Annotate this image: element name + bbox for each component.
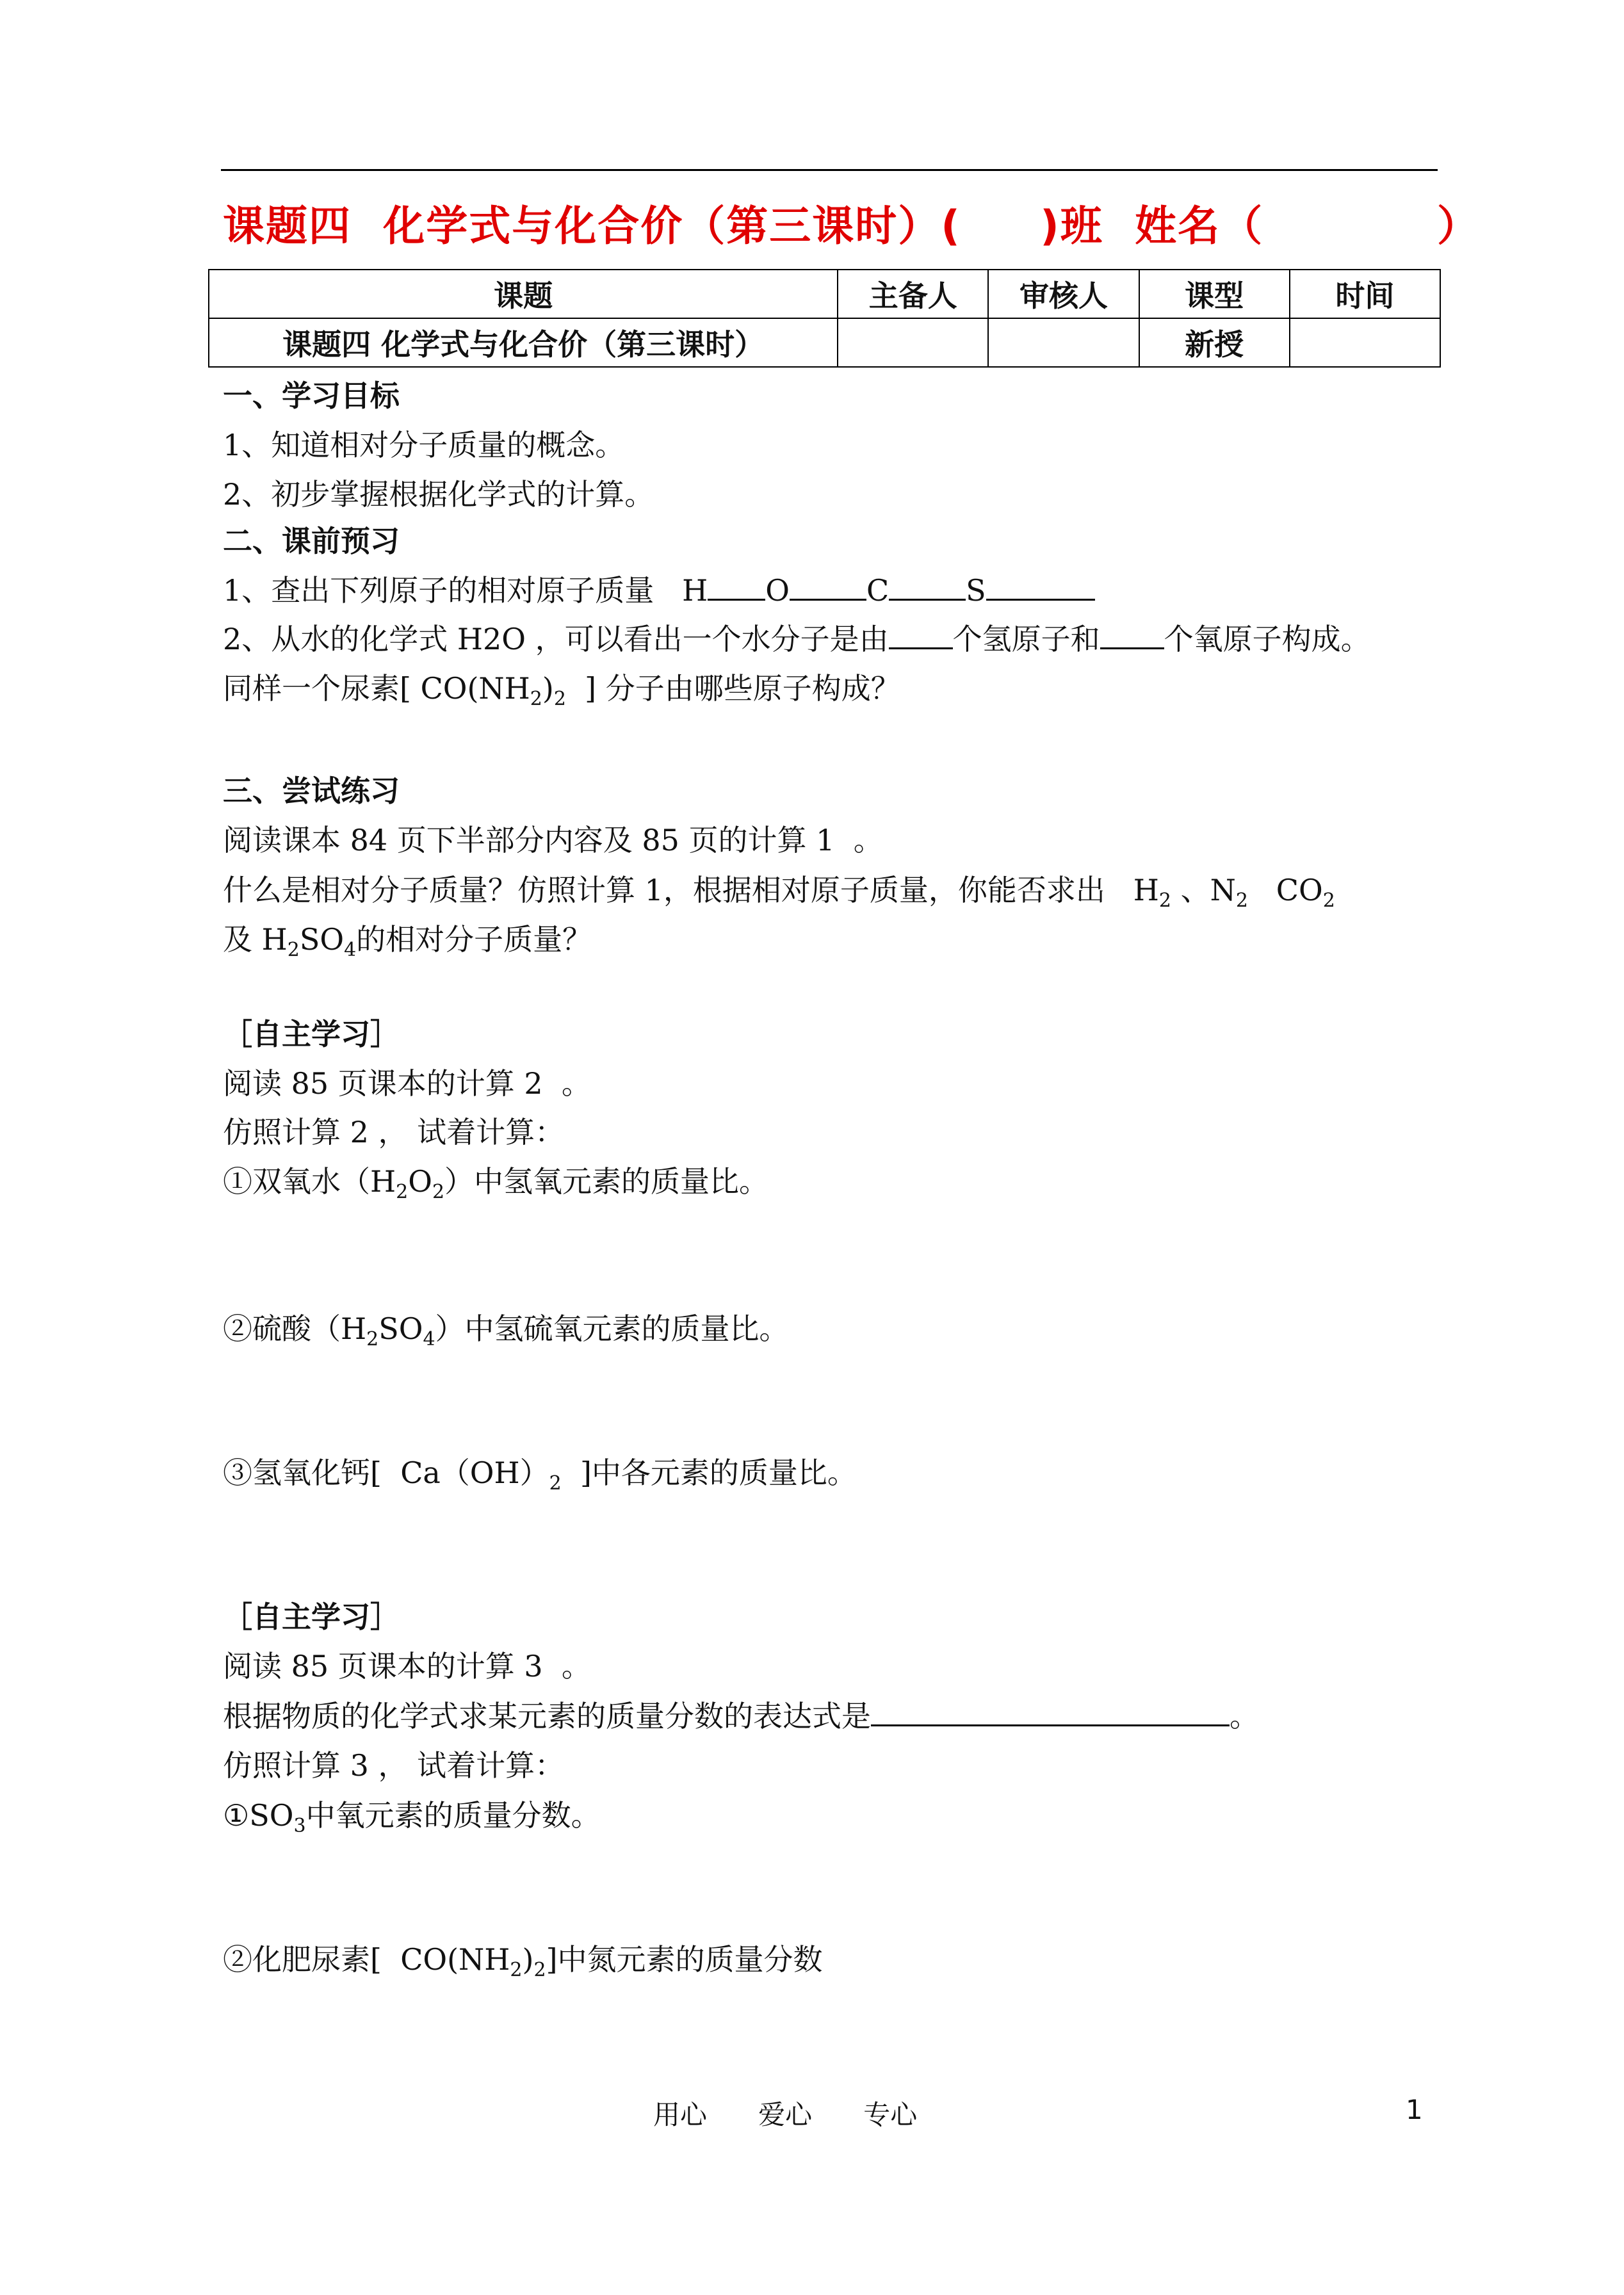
expr-text: 根据物质的化学式求某元素的质量分数的表达式是: [223, 1699, 871, 1733]
subscript: 2: [287, 939, 300, 962]
ex-text: 中氧元素的质量分数。: [305, 1798, 601, 1833]
section3-heading: 三、尝试练习: [223, 774, 400, 808]
q2-text-c: 个氧原子构成。: [1164, 622, 1370, 656]
mass-fraction-expression: [223, 1697, 1259, 1735]
ex-text: ）中氢硫氧元素的质量比。: [435, 1311, 789, 1346]
info-table: [208, 269, 1441, 368]
subscript: 2: [549, 1472, 562, 1495]
exercise-caoh2: [223, 1454, 857, 1503]
subscript: 4: [344, 939, 357, 962]
info-cell-preparer: [838, 318, 988, 367]
ex-text: ③氢氧化钙[ Ca（OH）: [223, 1456, 549, 1490]
self-study-read-1: 阅读 85 页课本的计算 2 。: [223, 1066, 591, 1101]
self-study-read-2: 阅读 85 页课本的计算 3 。: [223, 1649, 591, 1683]
footer-motto: 用心 爱心 专心: [653, 2099, 918, 2130]
preview-question-2: [223, 620, 1370, 658]
ex-text: ): [522, 1942, 534, 1977]
self-study-instruction-2: 仿照计算 3 ， 试着计算：: [223, 1748, 565, 1783]
subscript: 2: [432, 1181, 445, 1204]
info-cell-time: [1290, 318, 1440, 367]
practice-question-cont: [223, 920, 592, 969]
ex-text: O: [408, 1164, 432, 1199]
exercise-so3: [223, 1796, 601, 1845]
blank-h-mass[interactable]: [708, 573, 765, 601]
q-text-e: SO: [299, 922, 345, 957]
info-header-time: 时间: [1290, 270, 1440, 318]
q-text-c: CO: [1247, 873, 1323, 907]
urea-formula-c: ] 分子由哪些原子构成？: [565, 671, 900, 706]
urea-formula-a: 同样一个尿素[ CO(NH: [223, 671, 530, 706]
ex-text: ）中氢氧元素的质量比。: [444, 1164, 769, 1199]
ex-text: ]中各元素的质量比。: [561, 1456, 857, 1490]
header-rule: [221, 169, 1438, 171]
info-cell-reviewer: [988, 318, 1139, 367]
info-header-reviewer: 审核人: [988, 270, 1139, 318]
blank-oxygen-count[interactable]: [1100, 622, 1164, 649]
subscript: 2: [1158, 889, 1171, 912]
ex-text: ]中氮元素的质量分数: [546, 1942, 823, 1977]
info-header-preparer: 主备人: [838, 270, 988, 318]
preview-question-1: [223, 571, 1095, 610]
q-text-b: 、N: [1171, 873, 1236, 907]
self-study-heading-1: ［自主学习］: [223, 1017, 400, 1051]
info-header-type: 课型: [1139, 270, 1290, 318]
subscript: 4: [423, 1328, 435, 1351]
page-number: 1: [1406, 2094, 1423, 2125]
section1-heading: 一、学习目标: [223, 378, 400, 413]
q1-o-label: O: [765, 573, 790, 608]
subscript: 2: [396, 1181, 409, 1204]
ex-text: ②化肥尿素[ CO(NH: [223, 1942, 510, 1977]
blank-s-mass[interactable]: [986, 573, 1095, 601]
subscript: 2: [1235, 889, 1248, 912]
ex-text: ①双氧水（H: [223, 1164, 396, 1199]
q-text-f: 的相对分子质量？: [356, 922, 592, 957]
self-study-instruction-1: 仿照计算 2 ， 试着计算：: [223, 1115, 565, 1149]
subscript: 2: [530, 688, 542, 711]
ex-text: ①SO: [223, 1798, 294, 1833]
q2-text-a: 2、从水的化学式 H2O ，可以看出一个水分子是由: [223, 622, 889, 656]
subscript: 2: [1322, 889, 1335, 912]
info-table-data-row: [209, 318, 1440, 367]
blank-c-mass[interactable]: [889, 573, 966, 601]
exercise-urea: [223, 1940, 823, 1990]
info-table-header-row: [209, 270, 1440, 318]
subscript: 2: [510, 1959, 523, 1982]
blank-expression[interactable]: [871, 1699, 1230, 1726]
q2-text-b: 个氢原子和: [952, 622, 1100, 656]
info-header-topic: 课题: [209, 270, 838, 318]
exercise-h2so4: [223, 1310, 789, 1359]
q-text-d: 及 H: [223, 922, 288, 957]
subscript: 2: [553, 688, 566, 711]
blank-o-mass[interactable]: [790, 573, 866, 601]
objective-item-1: 1、知道相对分子质量的概念。: [223, 428, 625, 462]
subscript: 3: [293, 1815, 306, 1838]
expr-end: 。: [1230, 1699, 1259, 1733]
self-study-heading-2: ［自主学习］: [223, 1600, 400, 1634]
objective-item-2: 2、初步掌握根据化学式的计算。: [223, 477, 654, 512]
urea-formula-b: ): [542, 671, 554, 706]
blank-hydrogen-count[interactable]: [889, 622, 953, 649]
q1-prefix: 1、查出下列原子的相对原子质量 H: [223, 573, 708, 608]
practice-question: [223, 871, 1335, 920]
practice-read: 阅读课本 84 页下半部分内容及 85 页的计算 1 。: [223, 823, 883, 857]
info-cell-type: 新授: [1139, 318, 1290, 367]
subscript: 2: [366, 1328, 379, 1351]
q-text-a: 什么是相对分子质量？仿照计算 1，根据相对原子质量，你能否求出 H: [223, 873, 1159, 907]
ex-text: SO: [378, 1311, 423, 1346]
section2-heading: 二、课前预习: [223, 524, 400, 558]
page-title: 课题四 化学式与化合价（第三课时）( )班 姓名（ ）: [223, 202, 1481, 250]
q1-s-label: S: [966, 573, 986, 608]
preview-question-2-cont: [223, 669, 900, 718]
ex-text: ②硫酸（H: [223, 1311, 367, 1346]
info-cell-topic: 课题四 化学式与化合价（第三课时）: [209, 318, 838, 367]
q1-c-label: C: [866, 573, 889, 608]
exercise-h2o2: [223, 1162, 768, 1212]
subscript: 2: [533, 1959, 546, 1982]
